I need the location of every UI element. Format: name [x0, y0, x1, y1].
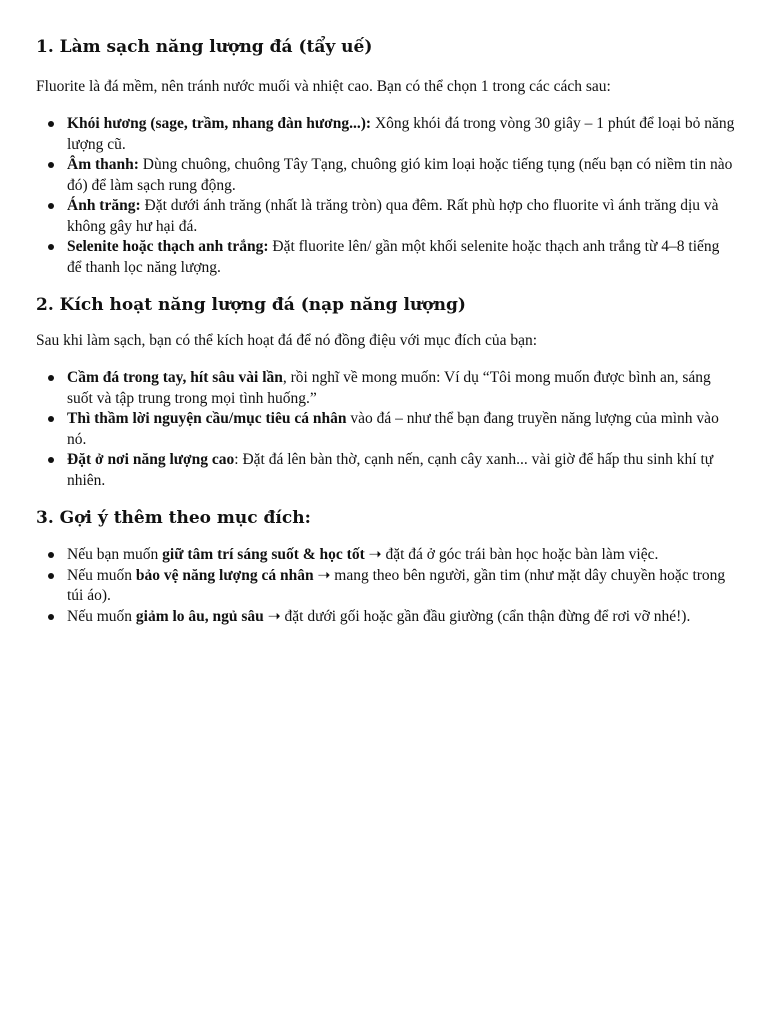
item-bold-label: giảm lo âu, ngủ sâu	[135, 607, 264, 625]
item-bold-label: Âm thanh:	[67, 156, 139, 173]
item-prefix: Nếu bạn muốn	[67, 546, 163, 563]
section-2-intro: Sau khi làm sạch, bạn có thể kích hoạt đá để nó đồng điệu với mục đích của bạn:	[36, 332, 538, 349]
item-text: Xông khói đá trong vòng 30 giây – 1 phút để loại bỏ năng lượng cũ.	[67, 115, 735, 153]
list-item	[36, 237, 736, 278]
document-page	[36, 30, 736, 627]
item-bold-label: Cầm đá trong tay, hít sâu vài lần	[67, 369, 283, 386]
item-text: Đặt dưới ánh trăng (nhất là trăng tròn) qua đêm. Rất phù hợp cho fluorite vì ánh trăng dịu và không gây hư hại đá.	[67, 197, 719, 235]
item-text: ➝ đặt đá ở góc trái bàn học hoặc bàn làm việc.	[364, 546, 659, 563]
item-bold-label: bảo vệ năng lượng cá nhân	[135, 566, 314, 584]
section-2-heading: 2. Kích hoạt năng lượng đá (nạp năng lượng)	[36, 295, 466, 315]
list-item	[36, 450, 736, 491]
list-item	[36, 409, 736, 450]
list-item	[36, 607, 736, 628]
list-item	[36, 114, 736, 155]
section-3-heading: 3. Gợi ý thêm theo mục đích:	[36, 508, 311, 528]
section-1-list	[36, 114, 736, 278]
item-text: Đặt fluorite lên/ gần một khối selenite hoặc thạch anh trắng từ 4–8 tiếng để thanh lọc năng lượng.	[67, 238, 720, 276]
item-bold-label: Ánh trăng:	[67, 197, 141, 214]
item-bold-label: Thì thầm lời nguyện cầu/mục tiêu cá nhân	[67, 410, 347, 427]
item-prefix: Nếu muốn	[67, 607, 136, 625]
section-1-intro: Fluorite là đá mềm, nên tránh nước muối và nhiệt cao. Bạn có thể chọn 1 trong các cách sau:	[36, 78, 611, 95]
item-bold-label: Selenite hoặc thạch anh trắng:	[67, 238, 269, 255]
item-text: : Đặt đá lên bàn thờ, cạnh nến, cạnh cây xanh... vài giờ để hấp thu sinh khí tự nhiên.	[67, 451, 714, 489]
item-text: ➝ mang theo bên người, gần tim (như mặt dây chuyền hoặc trong túi áo).	[67, 566, 726, 604]
section-1-heading: 1. Làm sạch năng lượng đá (tẩy uế)	[36, 37, 373, 57]
section-2-list	[36, 368, 736, 491]
list-item	[36, 196, 736, 237]
item-bold-label: Khói hương (sage, trầm, nhang đàn hương...):	[67, 115, 372, 132]
item-bold-label: Đặt ở nơi năng lượng cao	[67, 451, 235, 468]
item-prefix: Nếu muốn	[67, 566, 136, 584]
list-item	[36, 545, 736, 566]
list-item	[36, 368, 736, 409]
item-text: , rồi nghĩ về mong muốn: Ví dụ “Tôi mong muốn được bình an, sáng suốt và tập trung trong mọi tình huống.”	[67, 369, 711, 407]
list-item	[36, 566, 736, 607]
list-item	[36, 155, 736, 196]
item-text: vào đá – như thể bạn đang truyền năng lượng của mình vào nó.	[67, 410, 719, 448]
item-bold-label: giữ tâm trí sáng suốt & học tốt	[162, 546, 365, 563]
item-text: ➝ đặt dưới gối hoặc gần đầu giường (cẩn thận đừng để rơi vỡ nhé!).	[263, 607, 691, 625]
item-text: Dùng chuông, chuông Tây Tạng, chuông gió kim loại hoặc tiếng tụng (nếu bạn có niềm tin nào đó) để làm sạch rung động.	[67, 156, 733, 194]
section-3-list	[36, 545, 736, 627]
